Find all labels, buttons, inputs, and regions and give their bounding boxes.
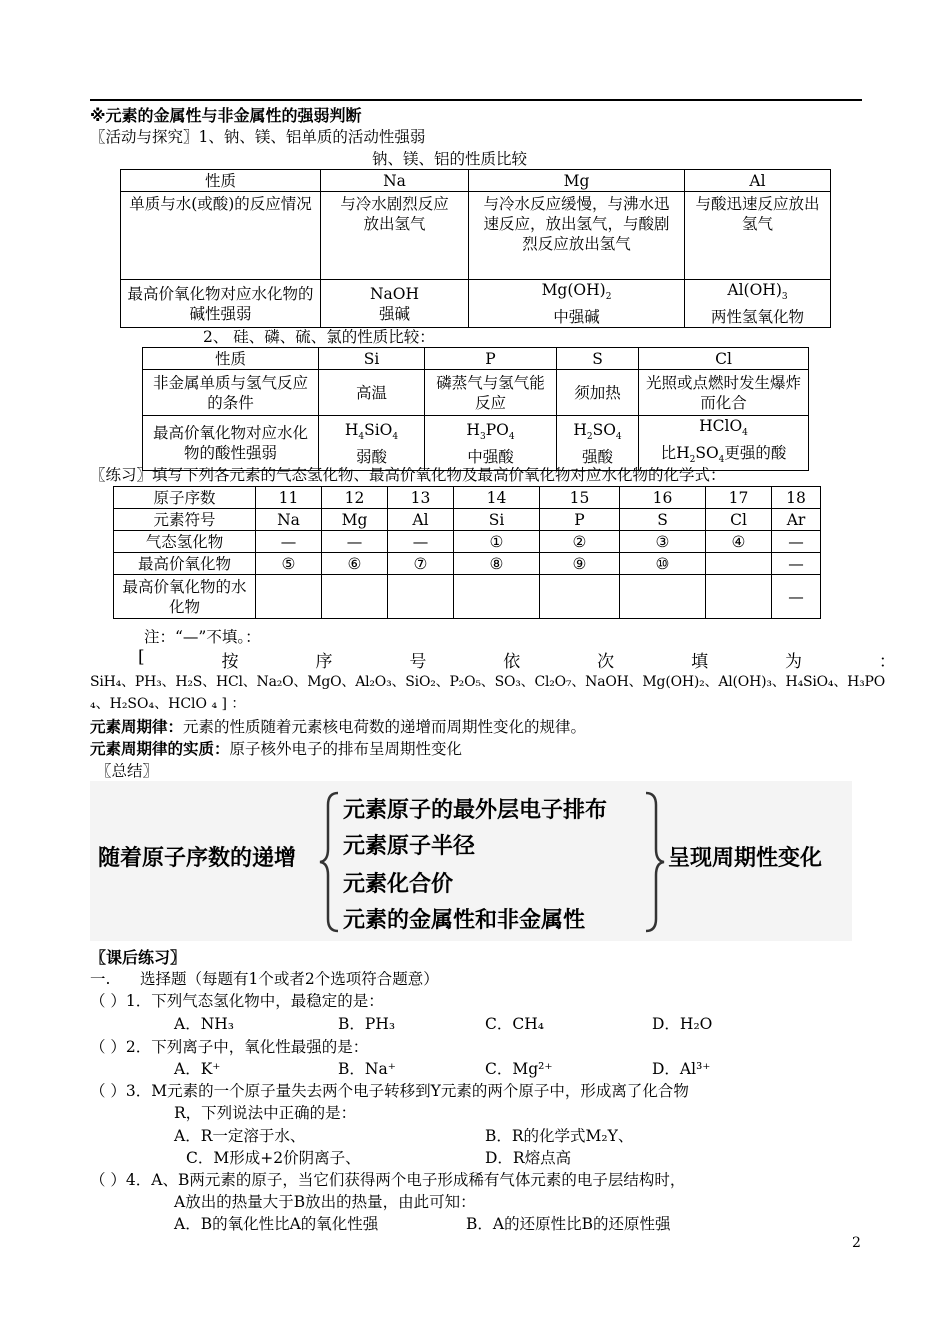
row-label: 原子序数 bbox=[114, 487, 256, 509]
option: B．Na⁺ bbox=[338, 1060, 396, 1078]
table-cell bbox=[454, 575, 540, 619]
header-cell: Na bbox=[321, 170, 469, 192]
formula: $Mg(OH)_2$ bbox=[541, 281, 612, 303]
top-rule bbox=[90, 99, 862, 101]
cell-note: 中强酸 bbox=[467, 447, 514, 466]
table-cell: 16 bbox=[620, 487, 706, 509]
table-cell: — bbox=[256, 531, 322, 553]
table2-caption: 2、 硅、磷、硫、氯的性质比较： bbox=[203, 328, 435, 346]
table-cell: 18 bbox=[772, 487, 821, 509]
section-heading: ※元素的金属性与非金属性的强弱判断 bbox=[90, 106, 362, 125]
table-cell bbox=[321, 280, 469, 328]
exercise-intro: 〖练习〗填写下列各元素的气态氢化物、最高价氧化物及最高价氧化物对应水化物的化学式： bbox=[90, 466, 726, 484]
formula: $H_4SiO_4$ bbox=[344, 420, 399, 442]
header-cell: 性质 bbox=[121, 170, 321, 192]
header-cell: Al bbox=[685, 170, 831, 192]
table-cell: ⑧ bbox=[454, 553, 540, 575]
table-cell: 非金属单质与氢气反应的条件 bbox=[143, 370, 319, 416]
cell-note: 强碱 bbox=[378, 304, 410, 323]
table-cell: 14 bbox=[454, 487, 540, 509]
table-cell: — bbox=[772, 553, 821, 575]
question-3-stem-cont: R，下列说法中正确的是： bbox=[174, 1104, 357, 1122]
option: D．Al³⁺ bbox=[652, 1060, 711, 1078]
table-cell: ④ bbox=[706, 531, 772, 553]
option: C．M形成+2价阴离子、 bbox=[186, 1149, 361, 1167]
table-cell: — bbox=[388, 531, 454, 553]
cell-note: 强酸 bbox=[581, 447, 613, 466]
row-label: 元素符号 bbox=[114, 509, 256, 531]
homework-title: 〖课后练习〗 bbox=[90, 948, 187, 967]
row-label: 最高价氧化物的水化物 bbox=[114, 575, 256, 619]
header-cell: S bbox=[557, 348, 639, 370]
table-cell: 与酸迅速反应放出氢气 bbox=[685, 192, 831, 280]
table-cell: ⑩ bbox=[620, 553, 706, 575]
table-cell: 与冷水反应缓慢，与沸水迅速反应，放出氢气，与酸剧烈反应放出氢气 bbox=[469, 192, 685, 280]
table-cell: 磷蒸气与氢气能反应 bbox=[425, 370, 557, 416]
page-number: 2 bbox=[852, 1235, 861, 1251]
table-cell: 单质与水(或酸)的反应情况 bbox=[121, 192, 321, 280]
option: B．PH₃ bbox=[338, 1015, 396, 1033]
table-cell bbox=[540, 575, 620, 619]
cell-note: 弱酸 bbox=[355, 447, 387, 466]
summary-tail: 呈现周期性变化 bbox=[668, 846, 823, 871]
formula: $Al(OH)_3$ bbox=[727, 281, 788, 303]
summary-label: 〖总结〗 bbox=[96, 762, 159, 780]
table-cell bbox=[706, 575, 772, 619]
summary-item: 元素化合价 bbox=[343, 872, 454, 897]
table-cell: ⑦ bbox=[388, 553, 454, 575]
table-cell: 最高价氧化物对应水化物的酸性强弱 bbox=[143, 416, 319, 471]
summary-lead: 随着原子序数的递增 bbox=[98, 846, 297, 871]
cell-note: 比$H_2SO_4$更强的酸 bbox=[660, 444, 787, 466]
table-cell: ② bbox=[540, 531, 620, 553]
table-cell: — bbox=[322, 531, 388, 553]
question-4-stem: （ ）4．A、B两元素的原子，当它们获得两个电子形成稀有气体元素的电子层结构时， bbox=[90, 1171, 686, 1189]
formula: $H_3PO_4$ bbox=[466, 420, 515, 442]
formula: NaOH bbox=[369, 284, 420, 303]
row-label: 气态氢化物 bbox=[114, 531, 256, 553]
periodic-law-essence: 元素周期律的实质：原子核外电子的排布呈周期性变化 bbox=[90, 740, 463, 758]
header-cell: Cl bbox=[639, 348, 809, 370]
cell-note: 中强碱 bbox=[553, 308, 600, 327]
cell-note: 两性氢氧化物 bbox=[710, 308, 804, 327]
table-cell: Cl bbox=[706, 509, 772, 531]
option: B．R的化学式M₂Y、 bbox=[485, 1127, 634, 1145]
table-cell: 与冷水剧烈反应放出氢气 bbox=[321, 192, 469, 280]
question-1-stem: （ ）1．下列气态氢化物中，最稳定的是： bbox=[90, 992, 384, 1010]
table-cell: 13 bbox=[388, 487, 454, 509]
formula: $H_2SO_4$ bbox=[573, 420, 622, 442]
header-cell: Mg bbox=[469, 170, 685, 192]
table-cell: Na bbox=[256, 509, 322, 531]
table-cell: ① bbox=[454, 531, 540, 553]
header-cell: Si bbox=[319, 348, 425, 370]
left-brace-icon bbox=[318, 789, 342, 935]
table1-caption: 钠、镁、铝的性质比较 bbox=[372, 150, 528, 168]
row-label: 最高价氧化物 bbox=[114, 553, 256, 575]
section-one: 一. 选择题（每题有1个或者2个选项符合题意） bbox=[90, 970, 439, 988]
table-cell: 11 bbox=[256, 487, 322, 509]
table-cell bbox=[469, 280, 685, 328]
periodic-law: 元素周期律：元素的性质随着元素核电荷数的递增而周期性变化的规律。 bbox=[90, 718, 587, 736]
table-si-p-s-cl bbox=[142, 347, 809, 471]
option: D．H₂O bbox=[652, 1015, 713, 1033]
table-cell: 15 bbox=[540, 487, 620, 509]
fill-note: 注：“—”不填。： bbox=[144, 628, 261, 646]
activity-title: 〖活动与探究〗1、钠、镁、铝单质的活动性强弱 bbox=[90, 128, 426, 146]
summary-item: 元素的金属性和非金属性 bbox=[343, 908, 586, 933]
option: C．Mg²⁺ bbox=[485, 1060, 553, 1078]
option: A．K⁺ bbox=[174, 1060, 221, 1078]
table-cell: 须加热 bbox=[557, 370, 639, 416]
table-cell bbox=[706, 553, 772, 575]
table-cell: 高温 bbox=[319, 370, 425, 416]
table-cell: Al bbox=[388, 509, 454, 531]
table-cell: ⑤ bbox=[256, 553, 322, 575]
table-cell bbox=[620, 575, 706, 619]
option: D．R熔点高 bbox=[485, 1149, 572, 1167]
table-cell: ⑨ bbox=[540, 553, 620, 575]
table-cell: P bbox=[540, 509, 620, 531]
table-cell: Ar bbox=[772, 509, 821, 531]
question-2-stem: （ ）2．下列离子中，氧化性最强的是： bbox=[90, 1038, 369, 1056]
table-cell: ③ bbox=[620, 531, 706, 553]
table-cell: 12 bbox=[322, 487, 388, 509]
order-line: [ 按 序 号 依 次 填 为 ： bbox=[138, 647, 896, 672]
summary-item: 元素原子的最外层电子排布 bbox=[343, 798, 608, 823]
table-cell: ⑥ bbox=[322, 553, 388, 575]
table-cell: 光照或点燃时发生爆炸而化合 bbox=[639, 370, 809, 416]
formula: HClO$_4$ bbox=[699, 417, 748, 439]
table-cell: 17 bbox=[706, 487, 772, 509]
table-cell: Mg bbox=[322, 509, 388, 531]
table-cell: S bbox=[620, 509, 706, 531]
summary-item: 元素原子半径 bbox=[343, 834, 476, 859]
table-cell bbox=[256, 575, 322, 619]
table-cell bbox=[685, 280, 831, 328]
formulas-line-1: SiH₄、PH₃、H₂S、HCl、Na₂O、MgO、Al₂O₃、SiO₂、P₂O₅、SO₃、Cl₂O₇、NaOH、Mg(OH)₂、Al(OH)₃、H₄SiO₄、H₃PO bbox=[90, 674, 886, 690]
question-4-stem-cont: A放出的热量大于B放出的热量，由此可知： bbox=[174, 1193, 476, 1211]
table-na-mg-al bbox=[120, 169, 831, 328]
option: A．R一定溶于水、 bbox=[174, 1127, 306, 1145]
option: A．NH₃ bbox=[174, 1015, 234, 1033]
question-3-stem: （ ）3．M元素的一个原子量失去两个电子转移到Y元素的两个原子中，形成离了化合物 bbox=[90, 1082, 689, 1100]
summary-figure bbox=[90, 781, 852, 941]
table-elements-11-18 bbox=[113, 486, 821, 619]
header-cell: 性质 bbox=[143, 348, 319, 370]
right-brace-icon bbox=[642, 789, 666, 935]
table-cell bbox=[322, 575, 388, 619]
table-cell: — bbox=[772, 531, 821, 553]
formulas-line-2: ₄、H₂SO₄、HClO ₄ ] ： bbox=[90, 696, 246, 712]
option: C．CH₄ bbox=[485, 1015, 544, 1033]
table-cell: — bbox=[772, 575, 821, 619]
table-cell: 最高价氧化物对应水化物的碱性强弱 bbox=[121, 280, 321, 328]
header-cell: P bbox=[425, 348, 557, 370]
table-cell bbox=[388, 575, 454, 619]
option: B．A的还原性比B的还原性强 bbox=[466, 1215, 671, 1233]
table-cell: Si bbox=[454, 509, 540, 531]
option: A．B的氧化性比A的氧化性强 bbox=[174, 1215, 379, 1233]
